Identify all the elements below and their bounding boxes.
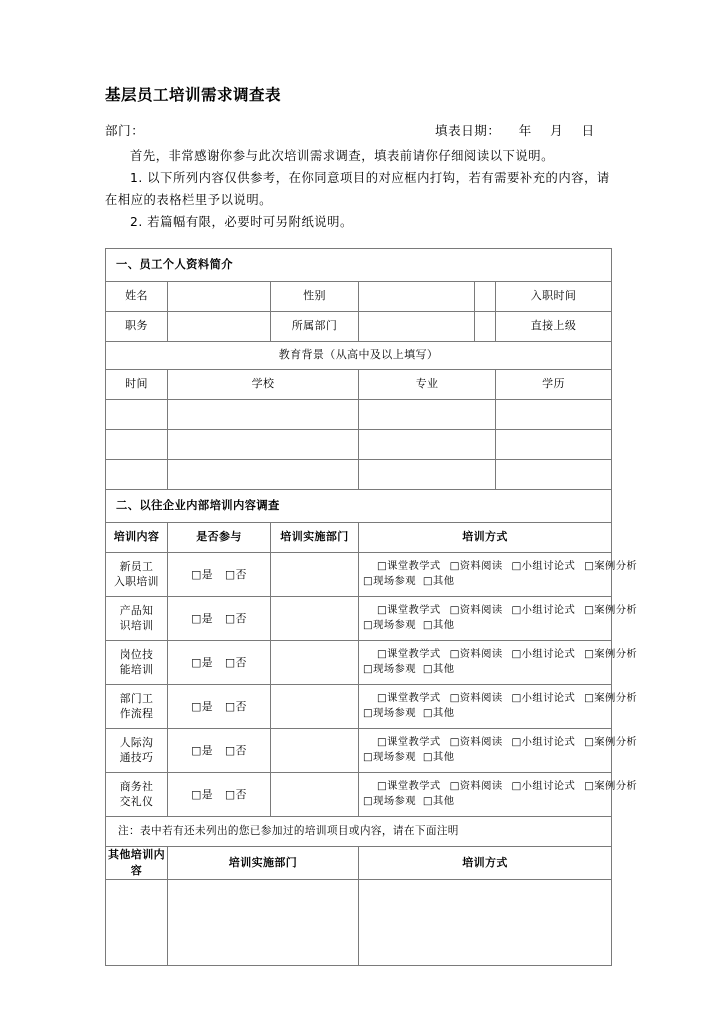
fill-date-field-label: 填表日期： 年 月 日 <box>435 122 595 138</box>
training-method-options <box>359 728 638 772</box>
checkbox-method-0[interactable]: □课堂教学式 <box>377 560 441 573</box>
checkbox-no[interactable]: □否 <box>225 611 247 625</box>
col-training-content: 培训内容 <box>106 522 168 552</box>
education-cell-school[interactable] <box>168 459 359 489</box>
checkbox-method-1[interactable]: □资料阅读 <box>449 648 503 661</box>
participated-choice <box>168 640 271 684</box>
education-cell-time[interactable] <box>106 399 168 429</box>
label-supervisor: 直接上级 <box>530 319 577 333</box>
checkbox-method-1[interactable]: □资料阅读 <box>449 604 503 617</box>
other-entry-row <box>106 880 612 966</box>
participated-choice <box>168 552 271 596</box>
checkbox-method-5[interactable]: □其他 <box>422 707 455 720</box>
method-options-line2 <box>363 574 609 589</box>
implementing-dept-input[interactable] <box>271 596 359 640</box>
training-content-name <box>106 596 168 640</box>
checkbox-method-4[interactable]: □现场参观 <box>363 575 416 588</box>
section1-heading: 一、员工个人资料简介 <box>106 248 612 281</box>
education-cell-time[interactable] <box>106 459 168 489</box>
training-content-name <box>106 772 168 816</box>
checkbox-yes[interactable]: □是 <box>191 655 213 669</box>
other-note-row <box>106 816 612 846</box>
checkbox-method-3[interactable]: □案例分析 <box>584 604 638 617</box>
participated-choice <box>168 684 271 728</box>
education-row <box>106 459 612 489</box>
col-implementing-dept: 培训实施部门 <box>271 522 359 552</box>
training-method-options <box>359 596 638 640</box>
checkbox-yes[interactable]: □是 <box>191 743 213 757</box>
education-row <box>106 399 612 429</box>
education-col-time: 时间 <box>106 369 168 399</box>
training-content-name <box>106 728 168 772</box>
method-options-line1 <box>363 647 638 662</box>
method-options-line1 <box>363 779 638 794</box>
checkbox-method-4[interactable]: □现场参观 <box>363 751 416 764</box>
input-hire-date-wrap <box>496 281 612 311</box>
checkbox-method-3[interactable]: □案例分析 <box>584 780 638 793</box>
checkbox-method-3[interactable]: □案例分析 <box>584 692 638 705</box>
implementing-dept-input[interactable] <box>271 684 359 728</box>
training-row <box>106 552 612 596</box>
checkbox-method-2[interactable]: □小组讨论式 <box>511 648 576 661</box>
training-method-options <box>359 684 638 728</box>
checkbox-yes[interactable]: □是 <box>191 699 213 713</box>
checkbox-method-2[interactable]: □小组讨论式 <box>511 780 576 793</box>
col-training-method: 培训方式 <box>359 522 612 552</box>
training-row <box>106 640 612 684</box>
checkbox-method-5[interactable]: □其他 <box>422 575 455 588</box>
section2-heading-row <box>106 489 612 522</box>
label-gender: 性别 <box>271 281 359 311</box>
department-field-label: 部门： <box>105 122 145 138</box>
implementing-dept-input[interactable] <box>271 728 359 772</box>
training-row <box>106 596 612 640</box>
checkbox-yes[interactable]: □是 <box>191 567 213 581</box>
checkbox-method-1[interactable]: □资料阅读 <box>449 780 503 793</box>
checkbox-method-5[interactable]: □其他 <box>422 663 455 676</box>
checkbox-method-0[interactable]: □课堂教学式 <box>377 736 441 749</box>
other-col-dept: 培训实施部门 <box>168 847 359 880</box>
education-cell-major[interactable] <box>359 429 496 459</box>
education-col-school: 学校 <box>168 369 359 399</box>
checkbox-yes[interactable]: □是 <box>191 787 213 801</box>
training-method-options <box>359 772 638 816</box>
training-content-line2: 能培训 <box>119 663 154 677</box>
other-col-content: 其他培训内容 <box>106 847 168 880</box>
training-content-line2: 识培训 <box>119 619 154 633</box>
education-col-degree: 学历 <box>496 369 612 399</box>
training-content-line1: 产品知 <box>119 603 154 617</box>
method-options-line2 <box>363 706 609 721</box>
method-options-line2 <box>363 662 609 677</box>
participated-choice <box>168 728 271 772</box>
education-header-row <box>106 369 612 399</box>
training-content-line2: 入职培训 <box>114 575 159 589</box>
col-participated: 是否参与 <box>168 522 271 552</box>
instruction-note-2: 2. 若篇幅有限，必要时可另附纸说明。 <box>130 214 353 229</box>
education-cell-school[interactable] <box>168 399 359 429</box>
training-content-line2: 通技巧 <box>119 751 154 765</box>
input-position[interactable] <box>168 311 271 341</box>
checkbox-method-4[interactable]: □现场参观 <box>363 663 416 676</box>
label-supervisor-spacer <box>475 311 496 341</box>
education-col-major: 专业 <box>359 369 496 399</box>
education-cell-degree[interactable] <box>496 399 612 429</box>
checkbox-no[interactable]: □否 <box>225 787 247 801</box>
education-cell-school[interactable] <box>168 429 359 459</box>
checkbox-method-3[interactable]: □案例分析 <box>584 560 638 573</box>
method-options-line1 <box>363 691 638 706</box>
training-row <box>106 772 612 816</box>
input-name[interactable] <box>168 281 271 311</box>
checkbox-method-2[interactable]: □小组讨论式 <box>511 604 576 617</box>
other-cell-dept[interactable] <box>168 880 359 966</box>
checkbox-method-4[interactable]: □现场参观 <box>363 707 416 720</box>
checkbox-method-4[interactable]: □现场参观 <box>363 795 416 808</box>
participated-choice <box>168 596 271 640</box>
training-content-line1: 岗位技 <box>119 647 154 661</box>
checkbox-method-0[interactable]: □课堂教学式 <box>377 648 441 661</box>
checkbox-method-5[interactable]: □其他 <box>422 795 455 808</box>
implementing-dept-input[interactable] <box>271 640 359 684</box>
section1-heading-row <box>106 248 612 281</box>
table-row <box>106 281 612 311</box>
method-options-line1 <box>363 559 638 574</box>
input-department[interactable] <box>359 311 475 341</box>
label-hire-date: 入职时间 <box>530 289 577 303</box>
other-header-row <box>106 847 612 880</box>
instructions-block <box>105 146 611 234</box>
page-title: 基层员工培训需求调查表 <box>105 86 282 104</box>
education-cell-degree[interactable] <box>496 429 612 459</box>
training-content-name <box>106 684 168 728</box>
checkbox-method-5[interactable]: □其他 <box>422 751 455 764</box>
implementing-dept-input[interactable] <box>271 552 359 596</box>
input-gender[interactable] <box>359 281 475 311</box>
other-cell-content[interactable] <box>106 880 168 966</box>
method-options-line2 <box>363 750 609 765</box>
implementing-dept-input[interactable] <box>271 772 359 816</box>
training-content-line1: 人际沟 <box>119 735 154 749</box>
education-heading-row <box>106 341 612 369</box>
checkbox-method-0[interactable]: □课堂教学式 <box>377 692 441 705</box>
education-cell-major[interactable] <box>359 399 496 429</box>
label-position: 职务 <box>106 311 168 341</box>
section2-header-row <box>106 522 612 552</box>
table-row <box>106 311 612 341</box>
education-row <box>106 429 612 459</box>
survey-form-table <box>105 248 638 966</box>
checkbox-method-0[interactable]: □课堂教学式 <box>377 604 441 617</box>
training-row <box>106 728 612 772</box>
training-content-line1: 部门工 <box>119 691 154 705</box>
training-content-name <box>106 640 168 684</box>
checkbox-method-1[interactable]: □资料阅读 <box>449 560 503 573</box>
education-cell-degree[interactable] <box>496 459 612 489</box>
participated-choice <box>168 772 271 816</box>
checkbox-no[interactable]: □否 <box>225 743 247 757</box>
checkbox-method-3[interactable]: □案例分析 <box>584 648 638 661</box>
checkbox-method-1[interactable]: □资料阅读 <box>449 692 503 705</box>
checkbox-method-1[interactable]: □资料阅读 <box>449 736 503 749</box>
education-cell-major[interactable] <box>359 459 496 489</box>
education-cell-time[interactable] <box>106 429 168 459</box>
checkbox-no[interactable]: □否 <box>225 699 247 713</box>
education-heading: 教育背景（从高中及以上填写） <box>106 341 612 369</box>
method-options-line2 <box>363 794 609 809</box>
form-meta-line <box>105 122 611 141</box>
training-content-name <box>106 552 168 596</box>
checkbox-method-3[interactable]: □案例分析 <box>584 736 638 749</box>
training-content-line2: 作流程 <box>119 707 154 721</box>
label-name: 姓名 <box>106 281 168 311</box>
method-options-line1 <box>363 603 638 618</box>
training-method-options <box>359 552 638 596</box>
checkbox-method-2[interactable]: □小组讨论式 <box>511 736 576 749</box>
training-content-line1: 商务社 <box>119 779 154 793</box>
checkbox-no[interactable]: □否 <box>225 567 247 581</box>
checkbox-method-4[interactable]: □现场参观 <box>363 619 416 632</box>
checkbox-method-0[interactable]: □课堂教学式 <box>377 780 441 793</box>
method-options-line2 <box>363 618 609 633</box>
checkbox-method-5[interactable]: □其他 <box>422 619 455 632</box>
training-rows-body <box>106 552 638 816</box>
other-cell-method[interactable] <box>359 880 612 966</box>
section2-heading: 二、以往企业内部培训内容调查 <box>106 489 612 522</box>
method-options-line1 <box>363 735 638 750</box>
document-content <box>105 86 638 966</box>
label-supervisor-wrap <box>496 311 612 341</box>
training-method-options <box>359 640 638 684</box>
label-department: 所属部门 <box>271 311 359 341</box>
other-col-method: 培训方式 <box>359 847 612 880</box>
instruction-note-1: 1. 以下所列内容仅供参考，在你同意项目的对应框内打钩，若有需要补充的内容，请在相应的表格栏里予以说明。 <box>105 171 610 208</box>
checkbox-yes[interactable]: □是 <box>191 611 213 625</box>
other-training-note: 注：表中若有还未列出的您已参加过的培训项目或内容，请在下面注明 <box>106 816 612 846</box>
training-content-line1: 新员工 <box>119 559 154 573</box>
intro-paragraph: 首先，非常感谢你参与此次培训需求调查，填表前请你仔细阅读以下说明。 <box>130 149 554 164</box>
training-row <box>106 684 612 728</box>
label-hire-date-spacer <box>475 281 496 311</box>
training-content-line2: 交礼仪 <box>119 795 154 809</box>
checkbox-method-2[interactable]: □小组讨论式 <box>511 560 576 573</box>
checkbox-no[interactable]: □否 <box>225 655 247 669</box>
checkbox-method-2[interactable]: □小组讨论式 <box>511 692 576 705</box>
